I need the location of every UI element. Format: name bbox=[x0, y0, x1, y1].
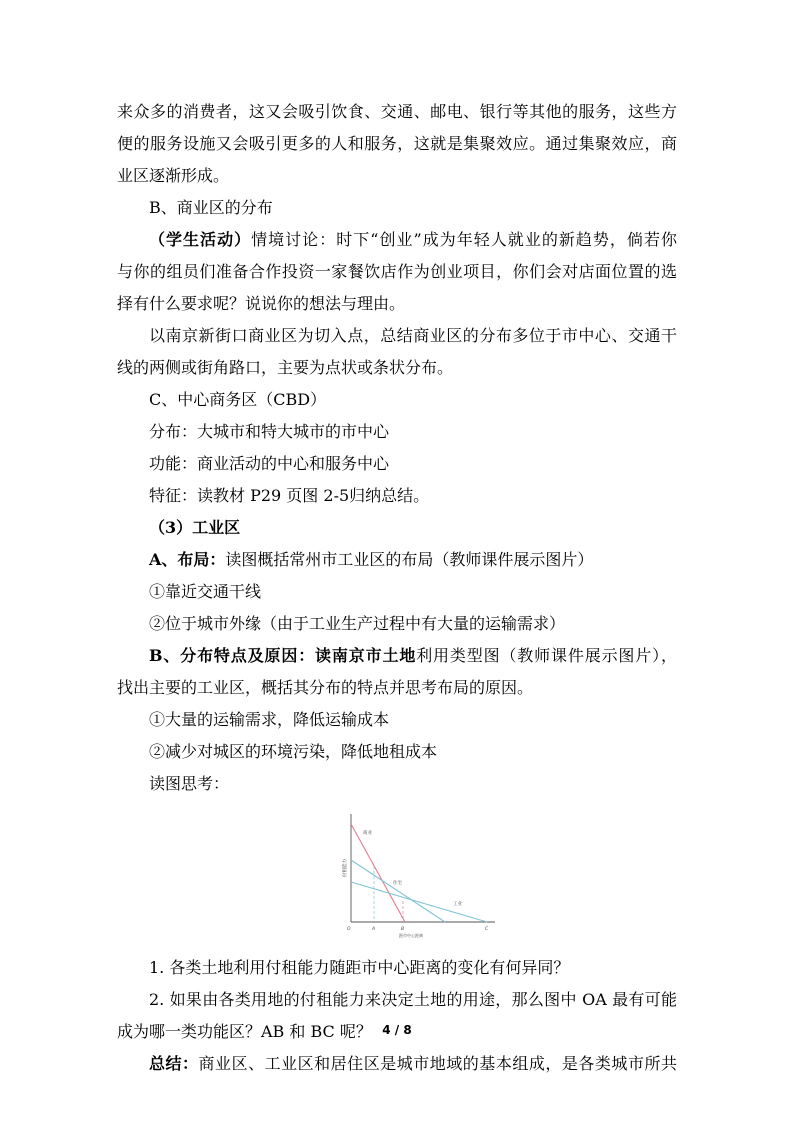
list-item: ②位于城市外缘（由于工业生产过程中有大量的运输需求） bbox=[149, 614, 566, 633]
x-axis-label: 距市中心距离 bbox=[399, 933, 423, 938]
paragraph-text: 情境讨论：时下“创业”成为年轻人就业的新趋势，倘若你 bbox=[251, 230, 677, 249]
commercial-line bbox=[351, 824, 405, 922]
layout-label: A、布局： bbox=[149, 550, 226, 569]
distribution-text: 利用类型图（教师课件展示图片）， bbox=[416, 646, 677, 665]
point-c-label: C bbox=[485, 927, 489, 932]
point-b-label: B bbox=[401, 927, 405, 932]
residential-line bbox=[351, 860, 445, 922]
question-2: 2. 如果由各类用地的付租能力来决定土地的用途，那么图中 OA 最有可能 bbox=[149, 990, 677, 1009]
paragraph-line: 线的两侧或街角路口，主要为点状或条状分布。 bbox=[117, 358, 454, 377]
layout-paragraph bbox=[117, 544, 677, 576]
summary-text: 商业区、工业区和居住区是城市地域的基本组成，是各类城市所共 bbox=[198, 1054, 677, 1073]
industrial-heading: （3）工业区 bbox=[149, 518, 241, 537]
distribution-label: B、分布特点及原因：读南京市土地 bbox=[149, 646, 417, 665]
list-item: ①靠近交通干线 bbox=[149, 582, 262, 601]
paragraph-line: 择有什么要求呢？说说你的想法与理由。 bbox=[117, 294, 406, 313]
page-content bbox=[117, 96, 677, 1080]
paragraph-line: 与你的组员们准备合作投资一家餐饮店作为创业项目，你们会对店面位置的选 bbox=[117, 262, 677, 281]
cbd-function: 功能：商业活动的中心和服务中心 bbox=[149, 454, 390, 473]
figure-container bbox=[117, 800, 677, 952]
paragraph-line: 成为哪一类功能区？AB 和 BC 呢？ bbox=[117, 1022, 372, 1041]
cbd-distribution: 分布：大城市和特大城市的市中心 bbox=[149, 422, 390, 441]
industrial-line bbox=[351, 882, 487, 922]
origin-label: O bbox=[347, 927, 351, 932]
section-heading-c: C、中心商务区（CBD） bbox=[149, 390, 327, 409]
layout-text: 读图概括常州市工业区的布局（教师课件展示图片） bbox=[225, 550, 594, 569]
paragraph-line: 便的服务设施又会吸引更多的人和服务，这就是集聚效应。通过集聚效应，商 bbox=[117, 134, 677, 153]
summary-label: 总结： bbox=[149, 1054, 199, 1073]
section-heading-b: B、商业区的分布 bbox=[149, 198, 273, 217]
paragraph-line: 以南京新街口商业区为切入点，总结商业区的分布多位于市中心、交通干 bbox=[149, 326, 677, 345]
student-activity-paragraph bbox=[117, 224, 677, 256]
residential-label: 住宅 bbox=[393, 881, 402, 886]
summary-paragraph bbox=[117, 1048, 677, 1080]
read-think-label: 读图思考： bbox=[149, 774, 230, 793]
paragraph-line: 找出主要的工业区，概括其分布的特点并思考布局的原因。 bbox=[117, 678, 534, 697]
bid-rent-figure bbox=[341, 806, 501, 946]
cbd-feature: 特征：读教材 P29 页图 2-5归纳总结。 bbox=[149, 486, 430, 505]
student-activity-label: （学生活动） bbox=[149, 230, 252, 249]
page-number: 4 / 8 bbox=[382, 1023, 412, 1037]
industrial-label: 工业 bbox=[453, 902, 462, 907]
list-item: ①大量的运输需求，降低运输成本 bbox=[149, 710, 390, 729]
commercial-label: 商业 bbox=[363, 831, 372, 836]
point-a-label: A bbox=[372, 927, 376, 932]
distribution-paragraph bbox=[117, 640, 677, 672]
paragraph-line: 业区逐渐形成。 bbox=[117, 166, 230, 185]
list-item: ②减少对城区的环境污染，降低地租成本 bbox=[149, 742, 438, 761]
y-axis-label: 付租能力 bbox=[343, 859, 348, 877]
paragraph-line: 来众多的消费者，这又会吸引饮食、交通、邮电、银行等其他的服务，这些方 bbox=[117, 102, 677, 121]
question-1: 1. 各类土地利用付租能力随距市中心距离的变化有何异同？ bbox=[149, 958, 570, 977]
